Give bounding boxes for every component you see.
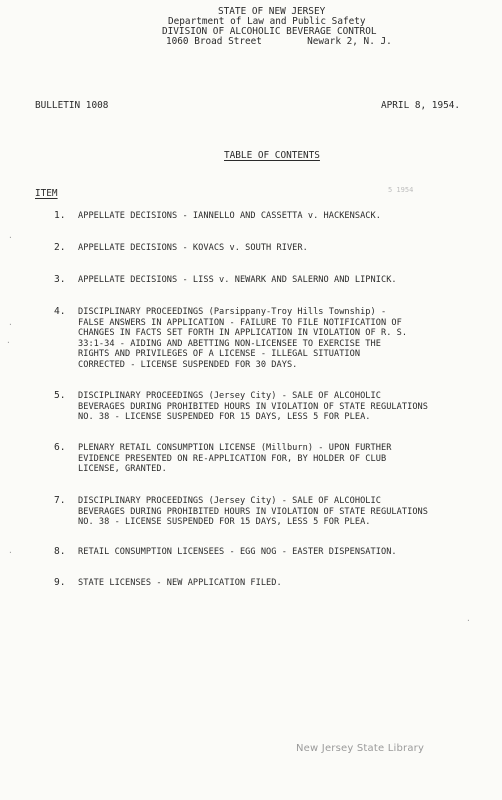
item-text: DISCIPLINARY PROCEEDINGS (Jersey City) - SALE OF ALCOHOLIC BEVERAGES DURING PROHIBITED HOURS IN VIOLATION OF STATE REGULATIONS NO. 38 - LICENSE SUSPENDED FOR 15 DAYS, LESS 5 FOR PLEA. <box>78 391 428 423</box>
item-number: 9. <box>54 577 66 588</box>
item-text: APPELLATE DECISIONS - KOVACS v. SOUTH RIVER. <box>78 243 308 253</box>
item-number: 2. <box>54 242 66 253</box>
item-number: 8. <box>54 546 66 557</box>
item-number: 1. <box>54 210 66 221</box>
faint-received-note: 5 1954 <box>388 186 414 194</box>
item-number: 4. <box>54 306 66 317</box>
item-text: APPELLATE DECISIONS - LISS v. NEWARK AND SALERNO AND LIPNICK. <box>78 275 397 285</box>
item-text: APPELLATE DECISIONS - IANNELLO AND CASSETTA v. HACKENSACK. <box>78 211 381 221</box>
toc-title: TABLE OF CONTENTS <box>224 150 320 161</box>
bulletin-number: BULLETIN 1008 <box>35 100 109 111</box>
item-text: DISCIPLINARY PROCEEDINGS (Jersey City) - SALE OF ALCOHOLIC BEVERAGES DURING PROHIBITED HOURS IN VIOLATION OF STATE REGULATIONS NO. 38 - LICENSE SUSPENDED FOR 15 DAYS, LESS 5 FOR PLEA. <box>78 496 428 528</box>
item-text: PLENARY RETAIL CONSUMPTION LICENSE (Millburn) - UPON FURTHER EVIDENCE PRESENTED ON RE-APPLICATION FOR, BY HOLDER OF CLUB LICENSE, GRANTED. <box>78 443 392 475</box>
scan-speck: · <box>6 338 11 347</box>
bulletin-date: APRIL 8, 1954. <box>381 100 461 111</box>
scan-speck: · <box>8 233 13 242</box>
item-text: DISCIPLINARY PROCEEDINGS (Parsippany-Troy Hills Township) - FALSE ANSWERS IN APPLICATION - FAILURE TO FILE NOTIFICATION OF CHANGES IN FACTS SET FORTH IN APPLICATION IN VIOLATION OF R. S. 33:1-34 - AIDING AND ABETTING NON-LICENSEE TO EXERCISE THE RIGHTS AND PRIVILEGES OF A LICENSE - ILLEGAL SITUATION CORRECTED - LICENSE SUSPENDED FOR 30 DAYS. <box>78 307 408 370</box>
item-number: 6. <box>54 442 66 453</box>
scan-speck: · <box>466 616 471 625</box>
header-address: 1060 Broad Street Newark 2, N. J. <box>166 36 392 47</box>
scan-speck: · <box>8 548 13 557</box>
item-column-label: ITEM <box>35 188 58 199</box>
item-number: 5. <box>54 390 66 401</box>
library-stamp: New Jersey State Library <box>296 743 425 754</box>
item-number: 7. <box>54 495 66 506</box>
header-department: Department of Law and Public Safety <box>168 16 366 27</box>
item-text: STATE LICENSES - NEW APPLICATION FILED. <box>78 578 282 588</box>
item-text: RETAIL CONSUMPTION LICENSEES - EGG NOG - EASTER DISPENSATION. <box>78 547 397 557</box>
header-division: DIVISION OF ALCOHOLIC BEVERAGE CONTROL <box>162 26 377 37</box>
scan-speck: · <box>8 320 13 329</box>
item-number: 3. <box>54 274 66 285</box>
header-state: STATE OF NEW JERSEY <box>218 6 326 17</box>
